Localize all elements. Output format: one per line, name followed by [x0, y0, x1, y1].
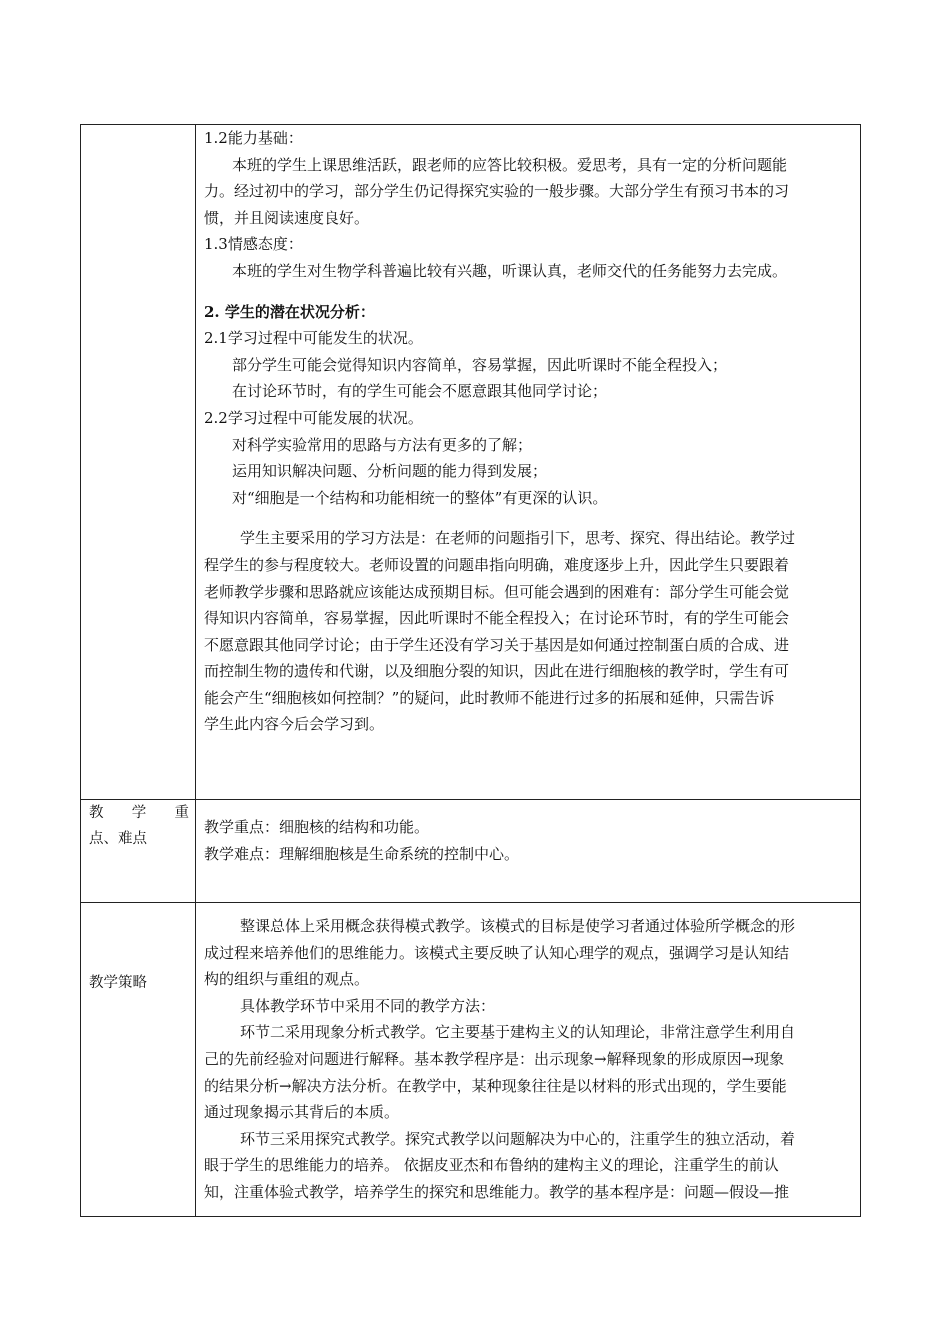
key-points-content-cell	[196, 800, 861, 903]
strategy-line: 具体教学环节中采用不同的教学方法：	[240, 996, 496, 1015]
sub2-line: 对科学实验常用的思路与方法有更多的了解；	[232, 435, 533, 454]
strategy-line: 环节三采用探究式教学。探究式教学以问题解决为中心的，注重学生的独立活动，着	[240, 1129, 796, 1148]
strategy-line: 整课总体上采用概念获得模式教学。该模式的目标是使学习者通过体验所学概念的形	[240, 917, 796, 935]
teaching-difficulty: 教学难点：理解细胞核是生命系统的控制中心。	[204, 844, 520, 863]
strategy-label: 教学策略	[89, 975, 147, 991]
attitude-heading: 1.3情感态度：	[204, 235, 303, 254]
sub2-line: 对“细胞是一个结构和功能相统一的整体”有更深的认识。	[232, 488, 608, 507]
strategy-line: 知，注重体验式教学，培养学生的探究和思维能力。教学的基本程序是：问题—假设—推	[204, 1182, 790, 1201]
summary-line: 学生此内容今后会学习到。	[204, 715, 385, 734]
sub1-heading: 2.1学习过程中可能发生的状况。	[204, 329, 423, 348]
strategy-line: 眼于学生的思维能力的培养。 依据皮亚杰和布鲁纳的建构主义的理论，注重学生的前认	[204, 1156, 779, 1175]
strategy-content-cell	[196, 903, 861, 1217]
summary-line: 老师教学步骤和思路就应该能达成预期目标。但可能会遇到的困难有：部分学生可能会觉	[204, 582, 790, 601]
key-points-label-cell	[81, 800, 196, 903]
potential-heading: 2. 学生的潜在状况分析：	[204, 302, 375, 321]
attitude-line: 本班的学生对生物学科普遍比较有兴趣，听课认真，老师交代的任务能努力去完成。	[232, 261, 788, 280]
sub2-heading: 2.2学习过程中可能发展的状况。	[204, 408, 423, 427]
sub2-line: 运用知识解决问题、分析问题的能力得到发展；	[232, 462, 548, 481]
summary-line: 学生主要采用的学习方法是：在老师的问题指引下，思考、探究、得出结论。教学过	[240, 529, 796, 548]
strategy-line: 环节二采用现象分析式教学。它主要基于建构主义的认知理论，非常注意学生利用自	[240, 1023, 796, 1042]
strategy-line: 成过程来培养他们的思维能力。该模式主要反映了认知心理学的观点，强调学习是认知结	[204, 943, 790, 962]
ability-line: 本班的学生上课思维活跃，跟老师的应答比较积极。爱思考，具有一定的分析问题能	[232, 155, 788, 174]
strategy-line: 通过现象揭示其背后的本质。	[204, 1103, 400, 1122]
analysis-content-cell	[196, 125, 861, 800]
strategy-row	[81, 903, 861, 1217]
key-points-label-line2: 点、难点	[89, 831, 147, 847]
summary-line: 程学生的参与程度较大。老师设置的问题串指向明确，难度逐步上升，因此学生只要跟着	[204, 555, 790, 574]
analysis-row	[81, 125, 861, 800]
ability-heading: 1.2能力基础：	[204, 129, 303, 147]
summary-line: 得知识内容简单，容易掌握，因此听课时不能全程投入；在讨论环节时，有的学生可能会	[204, 609, 790, 628]
key-points-row	[81, 800, 861, 903]
strategy-line: 己的先前经验对问题进行解释。基本教学程序是：出示现象→解释现象的形成原因→现象	[204, 1049, 785, 1068]
strategy-line: 的结果分析→解决方法分析。在教学中，某种现象往往是以材料的形式出现的，学生要能	[204, 1076, 787, 1095]
strategy-label-cell	[81, 903, 196, 1217]
strategy-line: 构的组织与重组的观点。	[204, 970, 370, 989]
lesson-plan-table	[80, 124, 861, 1217]
analysis-label-cell	[81, 125, 196, 800]
sub1-line: 在讨论环节时，有的学生可能会不愿意跟其他同学讨论；	[232, 382, 608, 401]
ability-line: 力。经过初中的学习，部分学生仍记得探究实验的一般步骤。大部分学生有预习书本的习	[204, 182, 790, 201]
summary-line: 而控制生物的遗传和代谢，以及细胞分裂的知识，因此在进行细胞核的教学时，学生有可	[204, 662, 790, 681]
teaching-focus: 教学重点：细胞核的结构和功能。	[204, 818, 430, 836]
summary-line: 不愿意跟其他同学讨论；由于学生还没有学习关于基因是如何通过控制蛋白质的合成、进	[204, 635, 790, 654]
sub1-line: 部分学生可能会觉得知识内容简单，容易掌握，因此听课时不能全程投入；	[232, 355, 728, 374]
ability-line: 惯，并且阅读速度良好。	[204, 208, 370, 227]
summary-line: 能会产生“细胞核如何控制？”的疑问，此时教师不能进行过多的拓展和延伸，只需告诉	[204, 688, 775, 707]
key-points-label-line1: 教 学 重	[89, 805, 189, 821]
